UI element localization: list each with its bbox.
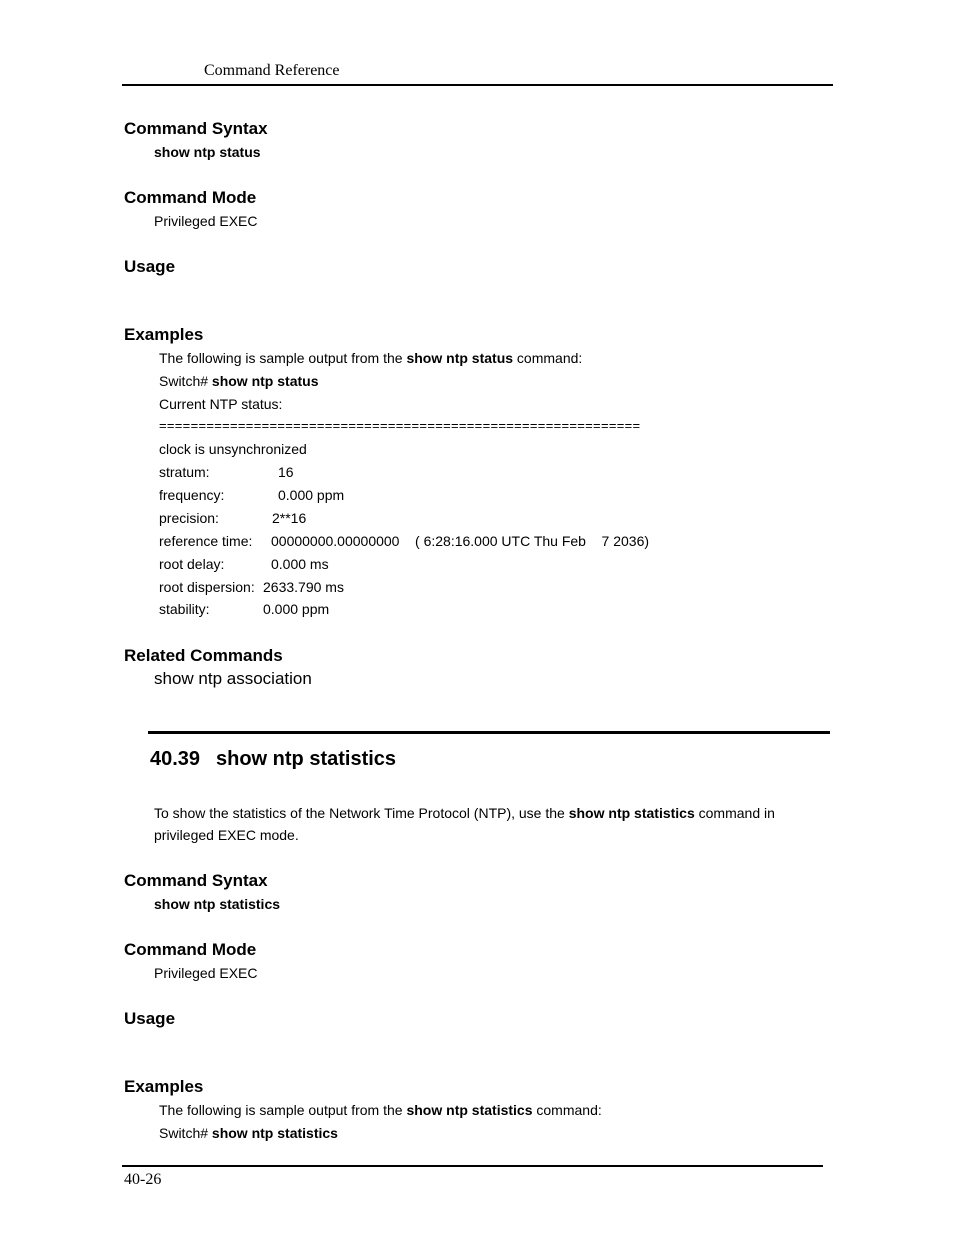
cli-prompt-line [159,1125,338,1141]
command-syntax-heading: Command Syntax [124,871,268,890]
description-text: To show the statistics of the Network Time Protocol (NTP), use the [154,805,569,821]
example-intro-text: The following is sample output from the [159,350,407,366]
command-mode-text: Privileged EXEC [154,965,258,981]
cli-prompt: Switch# [159,373,212,389]
cli-prompt: Switch# [159,1125,212,1141]
output-key: root dispersion: [159,579,255,595]
command-mode-heading: Command Mode [124,188,257,207]
cli-command: show ntp status [211,373,319,389]
example-intro [159,350,582,366]
output-status-line: clock is unsynchronized [159,441,307,457]
description-command: show ntp statistics [568,805,695,821]
section-title-text: show ntp statistics [216,748,397,770]
example-intro-command: show ntp status [406,350,514,366]
description-suffix: command in [694,805,775,821]
output-value: 0.000 ms [271,556,329,572]
examples-heading: Examples [124,1077,204,1096]
command-syntax-text: show ntp statistics [154,896,281,912]
output-value: 16 [278,464,294,480]
examples-heading: Examples [124,325,204,344]
output-key: precision: [159,510,219,526]
output-row-root-dispersion [159,579,344,595]
section-title [150,748,396,771]
output-row-root-delay [159,556,329,572]
output-key: reference time: [159,533,253,549]
section-number: 40.39 [150,748,201,770]
output-value: 00000000.00000000 ( 6:28:16.000 UTC Thu Feb 7 2036) [271,533,650,549]
example-intro [159,1102,602,1118]
output-row-frequency [159,487,344,503]
related-command-link: show ntp association [154,669,312,688]
cli-command: show ntp statistics [211,1125,338,1141]
section-description-line1 [154,805,775,821]
output-separator: ============================================================= [159,418,641,433]
output-key: stability: [159,601,210,617]
usage-heading: Usage [124,1009,176,1028]
page-number: 40-26 [124,1171,162,1188]
example-intro-command: show ntp statistics [406,1102,533,1118]
example-intro-suffix: command: [532,1102,602,1118]
cli-prompt-line [159,373,318,389]
output-key: root delay: [159,556,225,572]
output-value: 0.000 ppm [278,487,345,503]
output-key: frequency: [159,487,225,503]
output-value: 2**16 [272,510,307,526]
running-header: Command Reference [204,62,340,79]
example-intro-suffix: command: [513,350,583,366]
output-row-precision [159,510,306,526]
output-row-reference-time [159,533,649,549]
example-intro-text: The following is sample output from the [159,1102,407,1118]
command-syntax-text: show ntp status [154,144,261,160]
command-syntax-heading: Command Syntax [124,119,268,138]
output-row-stratum [159,464,294,480]
usage-heading: Usage [124,257,176,276]
output-title: Current NTP status: [159,396,283,412]
section-title-rule [148,731,830,734]
output-value: 0.000 ppm [263,601,330,617]
footer-rule [122,1165,823,1167]
command-mode-text: Privileged EXEC [154,213,258,229]
output-value: 2633.790 ms [263,579,344,595]
related-commands-heading: Related Commands [124,646,283,665]
section-description-line2: privileged EXEC mode. [154,827,299,843]
command-mode-heading: Command Mode [124,940,257,959]
output-row-stability [159,601,329,617]
output-key: stratum: [159,464,210,480]
header-rule [122,84,833,86]
